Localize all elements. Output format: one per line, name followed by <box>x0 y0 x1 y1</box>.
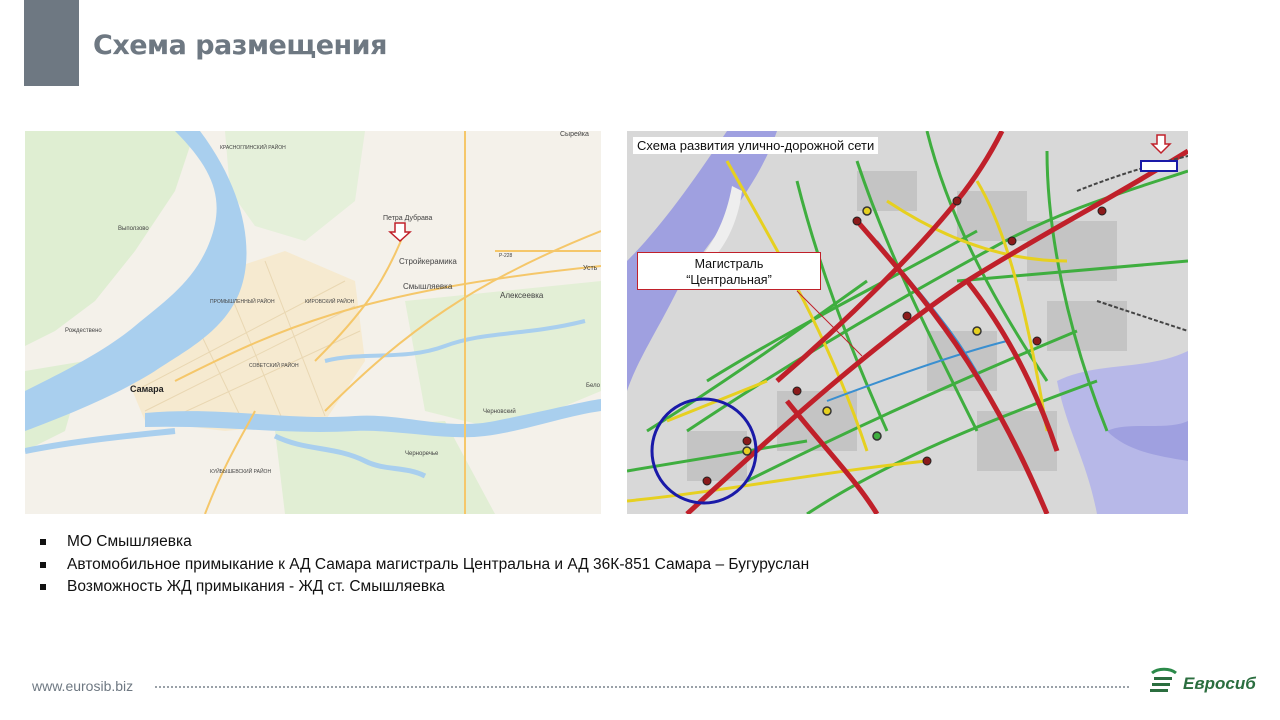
map-label-stroykeramika: Стройкерамика <box>399 257 457 266</box>
slide-title: Схема размещения <box>93 30 387 61</box>
footer-url-link[interactable]: www.eurosib.biz <box>32 678 134 694</box>
map-label-road: Р-228 <box>499 253 513 259</box>
road-network-map <box>627 131 1188 514</box>
feature-list <box>40 531 809 599</box>
map-label-vypolzovo: Выползово <box>118 226 149 232</box>
list-item: Автомобильное примыкание к АД Самара магистраль Центральна и АД 36К-851 Самара – Бугуруслан <box>40 554 809 577</box>
map-label-promyshlenny: ПРОМЫШЛЕННЫЙ РАЙОН <box>210 299 275 305</box>
map-label-chernovsky: Черновский <box>483 409 516 415</box>
map-label-smyshlyaevka: Смышляевка <box>403 282 453 291</box>
list-item: МО Смышляевка <box>40 531 809 554</box>
map-label-chernorechye: Черноречье <box>405 451 439 457</box>
location-map <box>25 131 601 514</box>
footer-divider <box>155 686 1129 688</box>
map-label-ust: Усть <box>583 265 598 272</box>
map-label-petra-dubrava: Петра Дубрава <box>383 215 433 222</box>
highway-callout <box>637 252 821 290</box>
map-label-syreyka: Сырейка <box>560 131 589 138</box>
map-label-kirovsky: КИРОВСКИЙ РАЙОН <box>305 299 355 305</box>
map-label-samara: Самара <box>130 384 164 394</box>
map-label-sovetsky: СОВЕТСКИЙ РАЙОН <box>249 363 299 369</box>
callout-line-2: “Центральная” <box>686 273 772 287</box>
map-label-rozhdestveno: Рождествено <box>65 328 102 334</box>
map-label-belo: Бело <box>586 383 600 389</box>
map-label-kuibyshevsky: КУЙБЫШЕВСКИЙ РАЙОН <box>210 469 272 475</box>
road-map-caption: Схема развития улично-дорожной сети <box>633 137 878 154</box>
map-label-krasnoglinsky: КРАСНОГЛИНСКИЙ РАЙОН <box>220 145 286 151</box>
callout-line-1: Магистраль <box>694 257 764 271</box>
list-item: Возможность ЖД примыкания - ЖД ст. Смышляевка <box>40 576 809 599</box>
map-label-alekseevka: Алексеевка <box>500 291 544 300</box>
brand-name: Евросиб <box>1183 674 1256 693</box>
title-accent-block <box>24 0 79 86</box>
